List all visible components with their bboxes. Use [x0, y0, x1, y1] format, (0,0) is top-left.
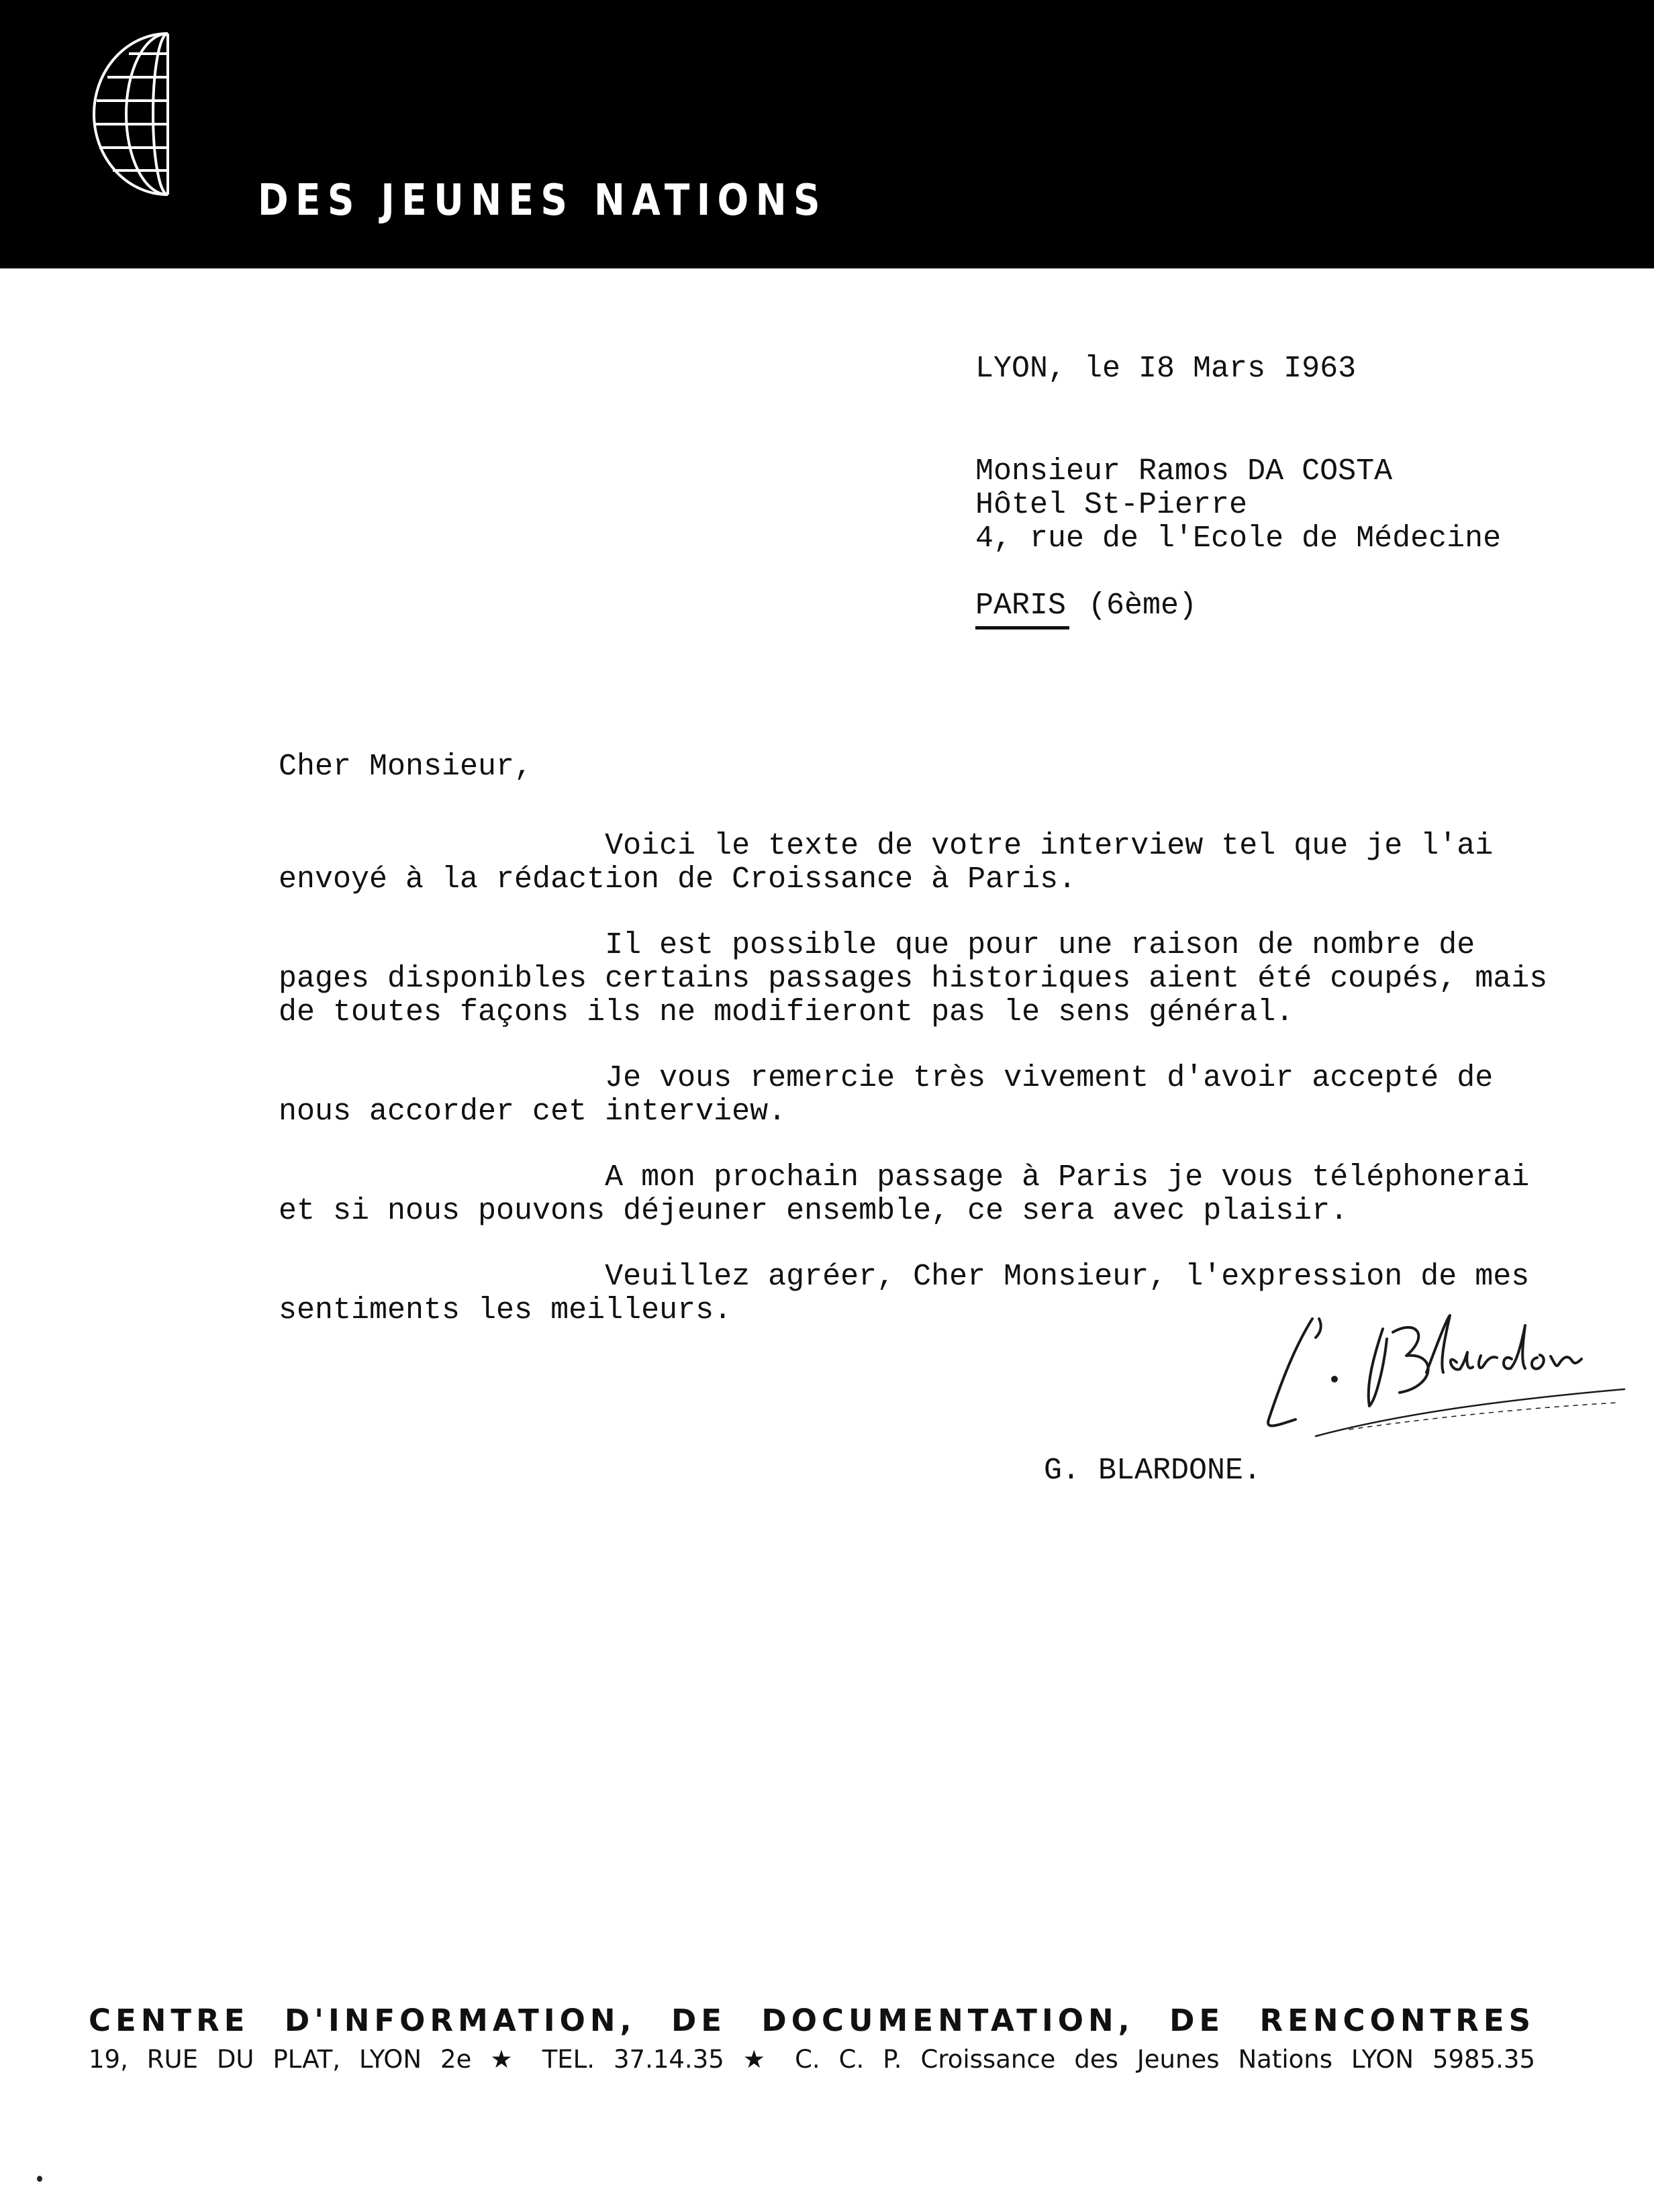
- star-icon: ★: [490, 2045, 524, 2074]
- org-name: DES JEUNES NATIONS: [258, 176, 827, 225]
- footer-contact: [89, 2045, 1535, 2074]
- recipient-city: PARIS: [975, 589, 1067, 623]
- body-line: Il est possible que pour une raison de nombre de: [279, 928, 1475, 962]
- footer-ccp: C. C. P. Croissance des Jeunes Nations LYON 5985.35: [795, 2045, 1535, 2074]
- recipient-street: 4, rue de l'Ecole de Médecine: [975, 521, 1502, 556]
- body-line: A mon prochain passage à Paris je vous téléphonerai: [279, 1160, 1530, 1195]
- recipient-district: (6ème): [1088, 589, 1198, 623]
- letterhead-band: [0, 0, 1654, 268]
- body-line: Veuillez agréer, Cher Monsieur, l'expression de mes: [279, 1260, 1530, 1294]
- body-line: sentiments les meilleurs.: [279, 1293, 732, 1327]
- letter-date: LYON, le I8 Mars I963: [975, 352, 1357, 386]
- globe-icon: [67, 27, 175, 201]
- salutation: Cher Monsieur,: [279, 750, 533, 784]
- body-line: nous accorder cet interview.: [279, 1095, 787, 1129]
- body-line: de toutes façons ils ne modifieront pas le sens général.: [279, 995, 1294, 1029]
- star-icon: ★: [742, 2045, 777, 2074]
- handwritten-signature: [1255, 1299, 1631, 1440]
- body-line: Voici le texte de votre interview tel que je l'ai: [279, 829, 1494, 863]
- body-line: envoyé à la rédaction de Croissance à Paris.: [279, 862, 1077, 897]
- footer-phone: TEL. 37.14.35: [542, 2045, 724, 2074]
- recipient-hotel: Hôtel St-Pierre: [975, 488, 1248, 522]
- footer-address: 19, RUE DU PLAT, LYON 2e: [89, 2045, 472, 2074]
- recipient-name: Monsieur Ramos DA COSTA: [975, 454, 1393, 489]
- signatory-name: G. BLARDONE.: [1044, 1454, 1262, 1488]
- body-line: Je vous remercie très vivement d'avoir accepté de: [279, 1061, 1494, 1095]
- body-line: pages disponibles certains passages historiques aient été coupés, mais: [279, 962, 1548, 996]
- city-underline: [975, 626, 1069, 630]
- body-line: et si nous pouvons déjeuner ensemble, ce sera avec plaisir.: [279, 1194, 1349, 1228]
- footer-organization: CENTRE D'INFORMATION, DE DOCUMENTATION, DE RENCONTRES: [89, 2003, 1535, 2038]
- paper-speck: [37, 2176, 42, 2182]
